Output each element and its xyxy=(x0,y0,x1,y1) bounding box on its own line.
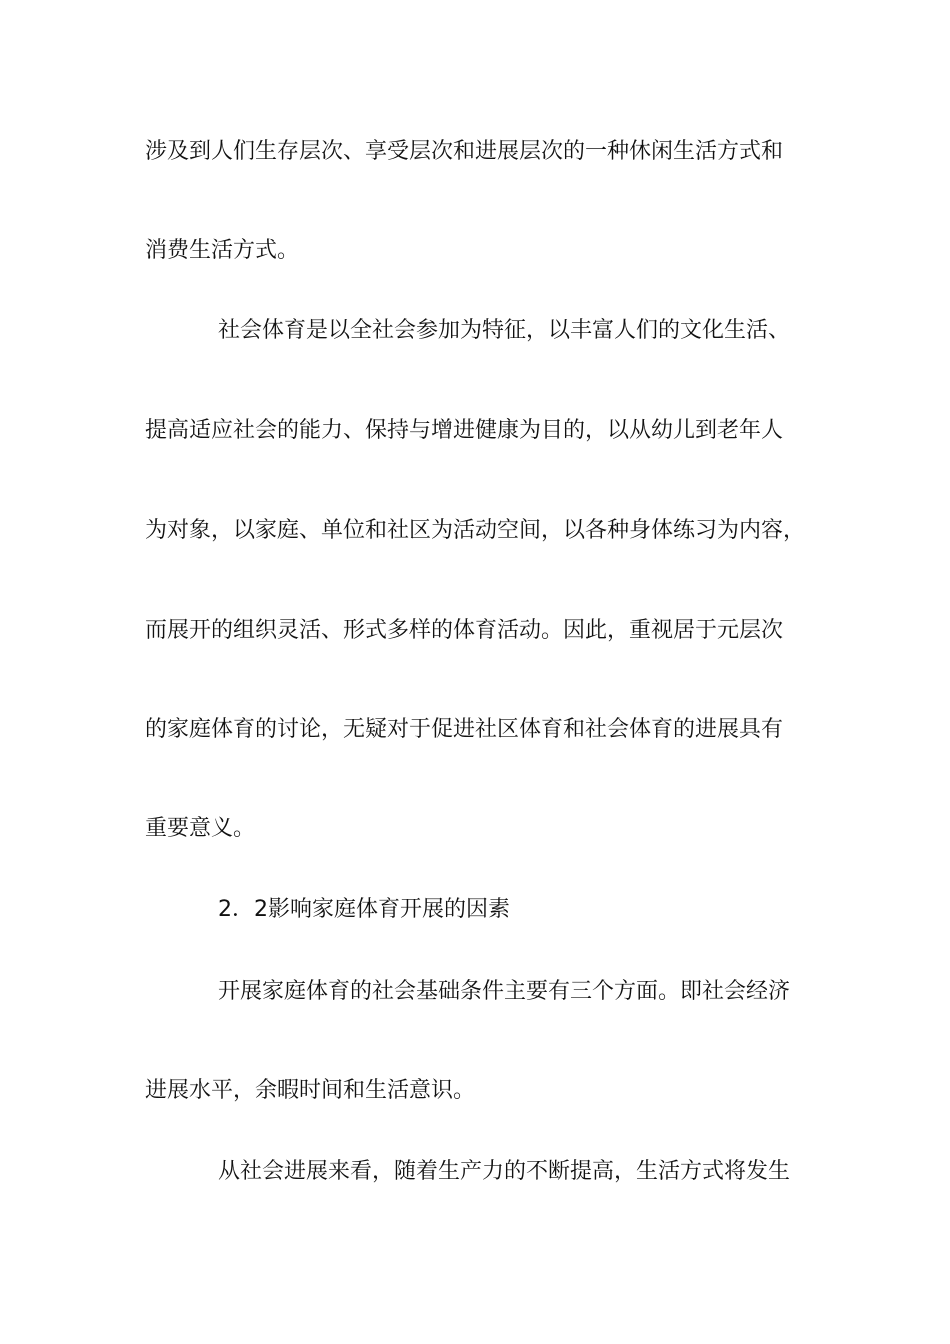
paragraph-line: 进展水平，余暇时间和生活意识。 xyxy=(145,1078,476,1103)
paragraph-line: 涉及到人们生存层次、享受层次和进展层次的一种休闲生活方式和 xyxy=(145,139,784,164)
paragraph-line: 从社会进展来看，随着生产力的不断提高，生活方式将发生 xyxy=(218,1159,791,1184)
paragraph-line: 为对象，以家庭、单位和社区为活动空间，以各种身体练习为内容， xyxy=(145,518,806,543)
paragraph-line: 开展家庭体育的社会基础条件主要有三个方面。即社会经济 xyxy=(218,979,791,1004)
paragraph-line: 消费生活方式。 xyxy=(145,238,300,263)
paragraph-line: 提高适应社会的能力、保持与增进健康为目的，以从幼儿到老年人 xyxy=(145,418,784,443)
paragraph-line: 社会体育是以全社会参加为特征，以丰富人们的文化生活、 xyxy=(218,318,791,343)
section-heading: 2．2影响家庭体育开展的因素 xyxy=(218,897,510,922)
paragraph-line: 的家庭体育的讨论，无疑对于促进社区体育和社会体育的进展具有 xyxy=(145,717,784,742)
paragraph-line: 而展开的组织灵活、形式多样的体育活动。因此，重视居于元层次 xyxy=(145,618,784,643)
paragraph-line: 重要意义。 xyxy=(145,816,256,841)
